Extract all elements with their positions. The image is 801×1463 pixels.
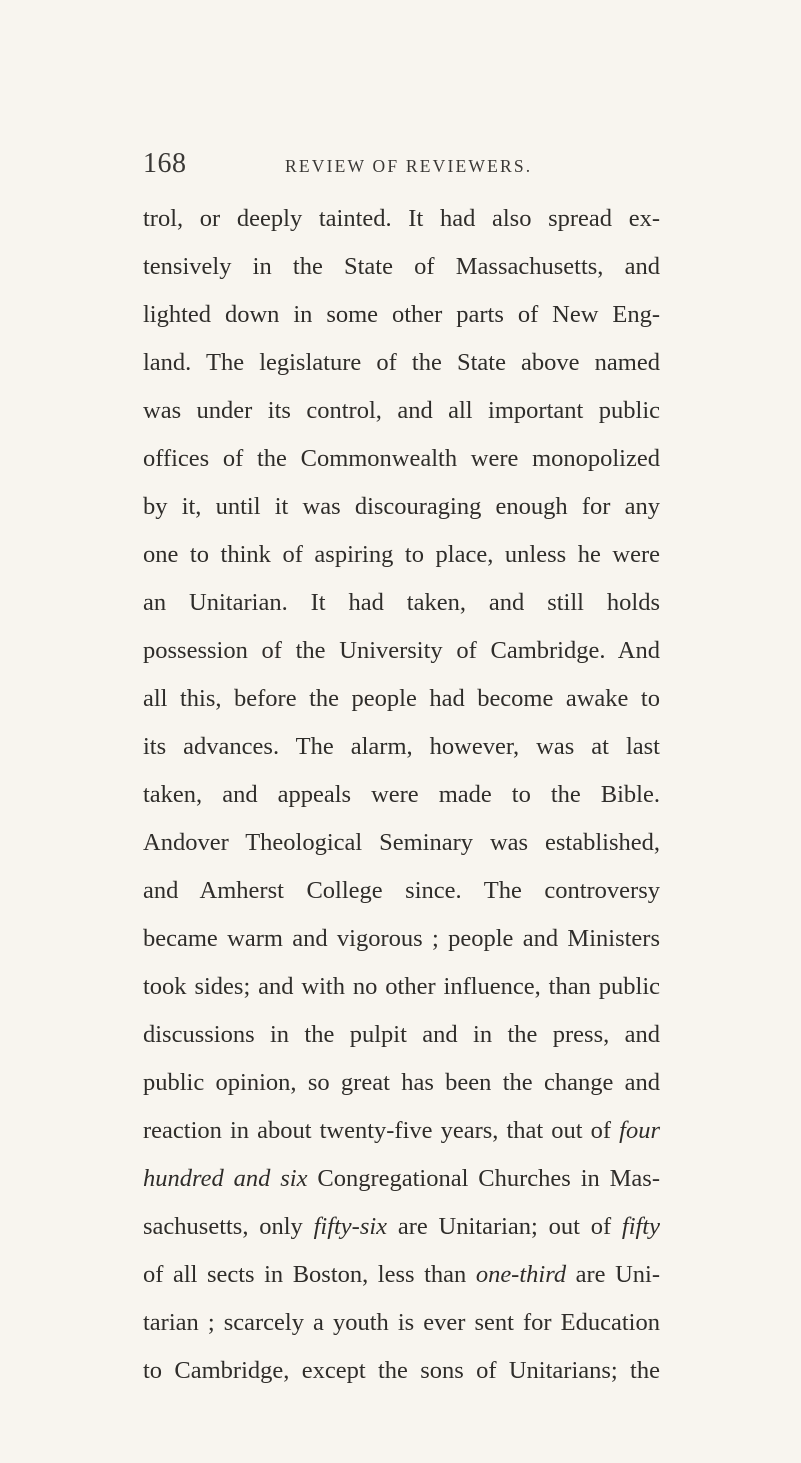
text-line	[143, 1059, 660, 1107]
text-line	[143, 435, 660, 483]
text-line	[143, 291, 660, 339]
text-line	[143, 867, 660, 915]
text-line	[143, 483, 660, 531]
text-segment: took sides; and with no other influence, than public	[143, 973, 660, 1000]
text-line	[143, 1299, 660, 1347]
text-segment: sachusetts, only	[143, 1213, 314, 1240]
italic-text: fifty-six	[313, 1213, 388, 1240]
text-line	[143, 1107, 660, 1155]
text-segment: Congregational Churches in Mas-	[307, 1165, 660, 1192]
italic-text: hundred and six	[143, 1165, 308, 1192]
text-line	[143, 771, 660, 819]
text-segment: possession of the University of Cambridge. And	[143, 637, 660, 664]
text-segment: tensively in the State of Massachusetts, and	[143, 253, 660, 280]
text-line	[143, 531, 660, 579]
text-line	[143, 723, 660, 771]
page-header	[143, 148, 663, 188]
text-segment: by it, until it was discouraging enough for any	[143, 493, 660, 520]
text-segment: its advances. The alarm, however, was at last	[143, 733, 660, 760]
text-line	[143, 627, 660, 675]
text-segment: of all sects in Boston, less than	[143, 1261, 476, 1288]
text-segment: trol, or deeply tainted. It had also spread ex-	[143, 205, 660, 232]
text-segment: an Unitarian. It had taken, and still holds	[143, 589, 660, 616]
text-segment: lighted down in some other parts of New Eng-	[143, 301, 660, 328]
italic-text: fifty	[621, 1213, 660, 1240]
text-line	[143, 1251, 660, 1299]
text-line	[143, 819, 660, 867]
text-line	[143, 1347, 660, 1395]
text-line	[143, 915, 660, 963]
text-segment: Andover Theological Seminary was established,	[143, 829, 660, 856]
text-segment: reaction in about twenty-five years, that out of	[143, 1117, 620, 1144]
text-line	[143, 1203, 660, 1251]
text-segment: to Cambridge, except the sons of Unitarians; the	[143, 1357, 660, 1384]
text-line	[143, 963, 660, 1011]
text-line	[143, 675, 660, 723]
text-line	[143, 1011, 660, 1059]
text-line	[143, 195, 660, 243]
italic-text: four	[619, 1117, 660, 1144]
text-segment: was under its control, and all important public	[143, 397, 660, 424]
text-segment: and Amherst College since. The controversy	[143, 877, 660, 904]
text-segment: public opinion, so great has been the change and	[143, 1069, 660, 1096]
text-segment: are Uni-	[566, 1261, 660, 1288]
text-segment: tarian ; scarcely a youth is ever sent for Education	[143, 1309, 660, 1336]
text-line	[143, 387, 660, 435]
body-text	[143, 195, 660, 1395]
text-line	[143, 339, 660, 387]
text-segment: are Unitarian; out of	[387, 1213, 622, 1240]
italic-text: one-third	[475, 1261, 567, 1288]
running-head: REVIEW OF REVIEWERS.	[285, 156, 533, 176]
text-line	[143, 579, 660, 627]
text-segment: land. The legislature of the State above named	[143, 349, 660, 376]
text-segment: all this, before the people had become awake to	[143, 685, 660, 712]
text-line	[143, 1155, 660, 1203]
text-segment: taken, and appeals were made to the Bible.	[143, 781, 660, 808]
text-segment: became warm and vigorous ; people and Ministers	[143, 925, 660, 952]
text-line	[143, 243, 660, 291]
text-segment: discussions in the pulpit and in the press, and	[143, 1021, 660, 1048]
text-segment: offices of the Commonwealth were monopolized	[143, 445, 660, 472]
text-segment: one to think of aspiring to place, unless he were	[143, 541, 660, 568]
page-number: 168	[143, 148, 187, 179]
